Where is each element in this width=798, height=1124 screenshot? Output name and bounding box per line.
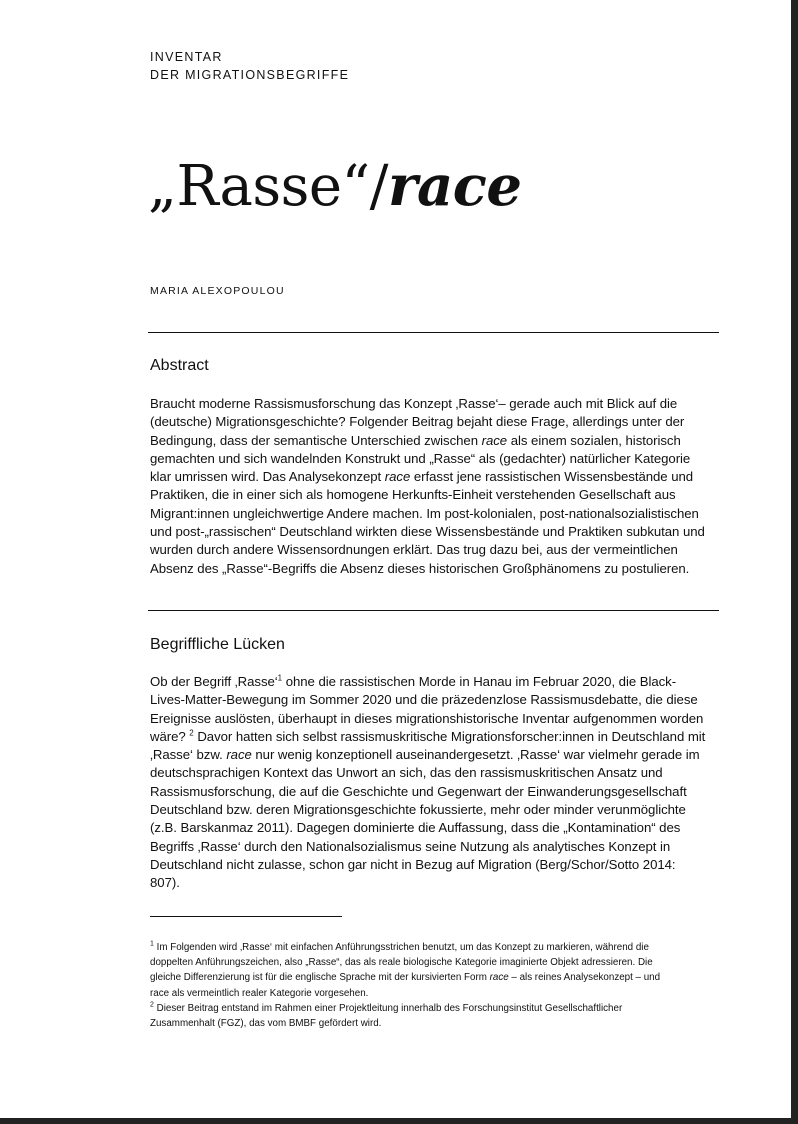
text-line: Braucht moderne Rassismusforschung das Konzept ‚Rasse‘– gerade auch mit Blick auf die bbox=[150, 396, 678, 411]
italic-term: race bbox=[489, 972, 509, 984]
text-line: ‚Rasse‘ bzw. race nur wenig konzeptionell auseinandergesetzt. ‚Rasse‘ war vielmehr gerade im bbox=[150, 747, 700, 763]
title-main: „Rasse“ bbox=[148, 154, 370, 219]
footnote-divider bbox=[150, 916, 342, 917]
divider bbox=[148, 610, 719, 611]
text-line: Deutschland nicht zulasse, schon gar nicht in Bezug auf Migration (Berg/Schor/Sotto 2014: bbox=[150, 856, 676, 872]
footnote-ref[interactable]: 1 bbox=[277, 673, 283, 683]
text-line: Lives-Matter-Bewegung im Sommer 2020 und die präzedenzlose Rassismusdebatte, die diese bbox=[150, 692, 698, 708]
text-line: Ob der Begriff ‚Rasse‘$^1$ ohne die rassistischen Morde in Hanau im Februar 2020, die Black- bbox=[150, 673, 677, 689]
footnote-number: 2 bbox=[150, 1001, 154, 1009]
series-line-1: INVENTAR bbox=[150, 50, 223, 64]
title-separator: / bbox=[369, 154, 388, 219]
series-line-2: DER MIGRATIONSBEGRIFFE bbox=[150, 68, 350, 82]
footnote-number: 1 bbox=[150, 940, 154, 948]
text-line: (z.B. Barskanmaz 2011). Dagegen dominierte die Auffassung, dass die „Kontamination“ des bbox=[150, 820, 681, 836]
text-line: (deutsche) Migrationsgeschichte? Folgender Beitrag bejaht diese Frage, allerdings unter der bbox=[150, 414, 685, 430]
article-title bbox=[148, 150, 521, 223]
text-line: Rassismusforschung, die auf die Geschichte und Gegenwart der Einwanderungsgesellschaft bbox=[150, 783, 687, 799]
text-line: $^2$ Dieser Beitrag entstand im Rahmen einer Projektleitung innerhalb des Forschungsinstitut Gesellschaftlicher bbox=[150, 1001, 623, 1014]
text-line: Migrant:innen ungleichwertige Andere machen. Im post-kolonialen, post-nationalsozialistischen bbox=[150, 505, 699, 521]
text-line: deutschsprachigen Kontext das Unwort an sich, das den rassismuskritischen Ansatz und bbox=[150, 765, 663, 781]
footnote-2 bbox=[150, 1001, 725, 1031]
text-line: $^1$ Im Folgenden wird ‚Rasse‘ mit einfachen Anführungsstrichen benutzt, um das Konzept zu markieren, während die bbox=[150, 940, 649, 953]
footnote-1 bbox=[150, 940, 725, 1001]
section-body-text bbox=[150, 673, 722, 893]
text-line: race als vermeintlich realer Kategorie vorgesehen. bbox=[150, 987, 369, 999]
text-line: gemachten und sich wandelnden Konstrukt und „Rasse“ als (gedachter) natürlicher Kategorie bbox=[150, 450, 691, 466]
italic-term: race bbox=[481, 432, 508, 448]
text-line: Deutschland bzw. deren Migrationsgeschichte fokussierte, mehr oder minder verunmöglichte bbox=[150, 802, 686, 818]
text-line: wurden durch andere Wissensordnungen erklärt. Das trug dazu bei, aus der vermeintlichen bbox=[150, 542, 678, 558]
series-label bbox=[150, 48, 349, 84]
text-line: Ereignisse auslösten, überhaupt in dieses migrationshistorische Inventar aufgenommen worden bbox=[150, 710, 704, 726]
footnote-ref[interactable]: 2 bbox=[189, 728, 194, 738]
text-line: gleiche Differenzierung ist für die englische Sprache mit der kursivierten Form race – als reines Analysekonzept – und bbox=[150, 972, 661, 984]
author-name: MARIA ALEXOPOULOU bbox=[150, 285, 285, 297]
italic-term: race bbox=[384, 469, 411, 485]
footnotes bbox=[150, 940, 725, 1031]
divider bbox=[148, 332, 719, 333]
section-heading: Begriffliche Lücken bbox=[150, 636, 285, 653]
text-line: 807). bbox=[150, 875, 180, 891]
text-line: und post-„rassischen“ Deutschland wirkten diese Wissensbestände und Praktiken subkutan und bbox=[150, 524, 705, 540]
abstract-heading: Abstract bbox=[150, 357, 209, 374]
text-line: klar umrissen wird. Das Analysekonzept race erfasst jene rassistischen Wissensbestände und bbox=[150, 469, 694, 485]
text-line: Absenz des „Rasse“-Begriffs die Absenz dieses historischen Großphänomens zu postulieren. bbox=[150, 560, 690, 576]
italic-term: race bbox=[226, 747, 252, 763]
text-line: wäre? $^2$ Davor hatten sich selbst rassismuskritische Migrationsforscher:innen in Deutschland mit bbox=[150, 728, 706, 744]
title-italic: race bbox=[387, 153, 522, 219]
text-line: Bedingung, dass der semantische Unterschied zwischen race als einem sozialen, historisch bbox=[150, 432, 681, 448]
abstract-text bbox=[150, 395, 722, 578]
text-line: doppelten Anführungszeichen, also „Rasse“, das als reale biologische Kategorie imaginierte Objekt adressieren. Die bbox=[150, 957, 653, 969]
text-line: Begriffs ‚Rasse‘ durch den Nationalsozialismus seine Nutzung als analytisches Konzept in bbox=[150, 838, 671, 854]
text-line: Zusammenhalt (FGZ), das vom BMBF gefördert wird. bbox=[150, 1018, 382, 1030]
text-line: Praktiken, die in einer sich als homogene Herkunfts-Einheit verstehenden Gesellschaft aus bbox=[150, 487, 676, 503]
